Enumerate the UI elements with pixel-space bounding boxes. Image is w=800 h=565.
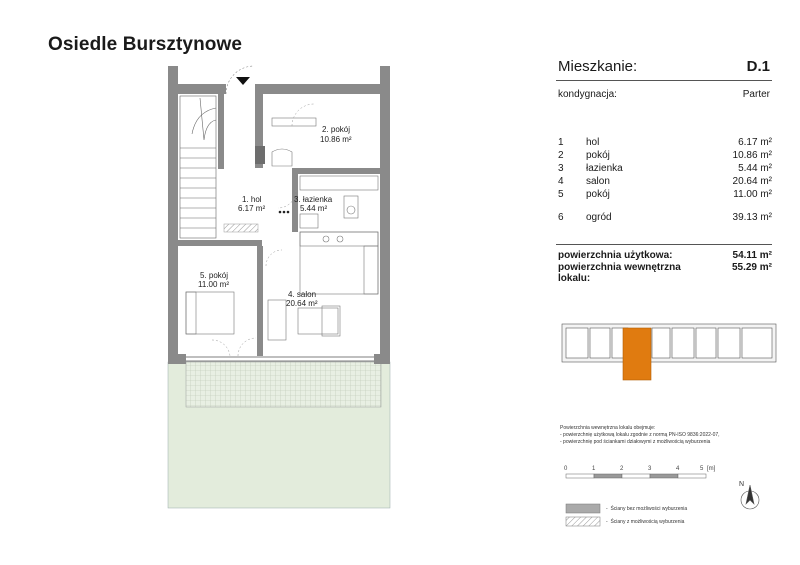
area-notes: [560, 425, 720, 446]
project-title: Osiedle Bursztynowe: [48, 34, 243, 55]
garden-number: 6: [558, 212, 564, 223]
garden-name: ogród: [586, 212, 612, 223]
scale-tick: 5: [700, 466, 704, 472]
internal-area-row: [558, 262, 772, 284]
room-name: hol: [586, 137, 600, 148]
note-line: Powierzchnia wewnętrzna lokalu obejmuje:: [560, 425, 656, 431]
totals-divider: [556, 244, 772, 245]
internal-area-label: powierzchnia wewnętrzna lokalu:: [558, 262, 681, 284]
entrance-arrow: [236, 77, 250, 85]
room-number: 1: [558, 137, 564, 148]
legend-solid-label: - Ściany bez możliwości wyburzenia: [606, 506, 688, 512]
header-divider: [556, 80, 772, 81]
usable-area-row: [558, 250, 772, 261]
scale-tick: 0: [564, 466, 568, 472]
plan-label-r2-area: 10.86 m²: [320, 135, 352, 144]
light-switch: [279, 211, 282, 214]
compass-icon: [741, 485, 759, 509]
scale-tick: 3: [648, 466, 652, 472]
room-row: [558, 175, 772, 188]
room-name: pokój: [586, 150, 610, 161]
room-row: [558, 162, 772, 175]
legend-hatched-label: - Ściany z możliwością wyburzenia: [606, 519, 685, 525]
terrace-grid: [186, 362, 381, 407]
room-area: 11.00 m²: [733, 189, 772, 200]
plan-label-r5-area: 11.00 m²: [198, 280, 229, 289]
terrace-windows: [186, 357, 374, 361]
scale-tick: 1: [592, 466, 596, 472]
usable-area-label: powierzchnia użytkowa:: [558, 250, 673, 261]
note-line: - powierzchnię użytkową lokalu zgodnie z normą PN-ISO 9836:2022-07,: [560, 432, 720, 438]
plan-label-r1-name: 1. hol: [242, 195, 262, 204]
room-name: salon: [586, 176, 610, 187]
key-plan-highlight: [623, 328, 651, 380]
room-row: [558, 188, 772, 201]
rooms-table: [558, 136, 772, 201]
plan-label-r4-area: 20.64 m²: [286, 299, 318, 308]
plan-label-r2-name: 2. pokój: [322, 125, 351, 134]
room-area: 10.86 m²: [732, 150, 772, 161]
level-label: kondygnacja:: [558, 89, 617, 100]
garden-row: [558, 212, 772, 223]
room-number: 3: [558, 163, 564, 174]
plan-label-r5-name: 5. pokój: [200, 271, 229, 280]
garden-area: 39.13 m²: [732, 212, 772, 223]
apartment-code: D.1: [746, 58, 770, 75]
compass-label: N: [739, 481, 745, 488]
room-name: pokój: [586, 189, 610, 200]
plan-label-r3-name: 3. łazienka: [294, 195, 333, 204]
scale-tick: 2: [620, 466, 624, 472]
room-number: 4: [558, 176, 564, 187]
room-area: 6.17 m²: [738, 137, 772, 148]
room-number: 2: [558, 150, 564, 161]
plan-label-r4-name: 4. salon: [288, 290, 317, 299]
level-value: Parter: [742, 89, 770, 100]
demolishable-wall: [224, 224, 258, 232]
room-number: 5: [558, 189, 564, 200]
staircase: [180, 96, 216, 238]
note-line: - powierzchnię pod ściankami działowymi z możliwością wyburzenia: [560, 439, 711, 445]
internal-area-value: 55.29 m²: [731, 262, 772, 273]
room-area: 20.64 m²: [732, 176, 772, 187]
room-row: [558, 136, 772, 149]
scale-tick: 4: [676, 466, 680, 472]
scale-bar: [566, 474, 706, 478]
kitchen: [300, 232, 378, 294]
plan-label-r3-area: 5.44 m²: [300, 204, 328, 213]
apartment-label: Mieszkanie:: [558, 58, 638, 75]
key-plan: [562, 324, 776, 362]
legend-solid-swatch: [566, 504, 600, 513]
legend-hatched-swatch: [566, 517, 600, 526]
usable-area-value: 54.11 m²: [732, 250, 772, 261]
room-row: [558, 149, 772, 162]
room-area: 5.44 m²: [738, 163, 772, 174]
plan-label-r1-area: 6.17 m²: [238, 204, 266, 213]
scale-unit: [m]: [707, 466, 716, 472]
room-name: łazienka: [586, 163, 623, 174]
